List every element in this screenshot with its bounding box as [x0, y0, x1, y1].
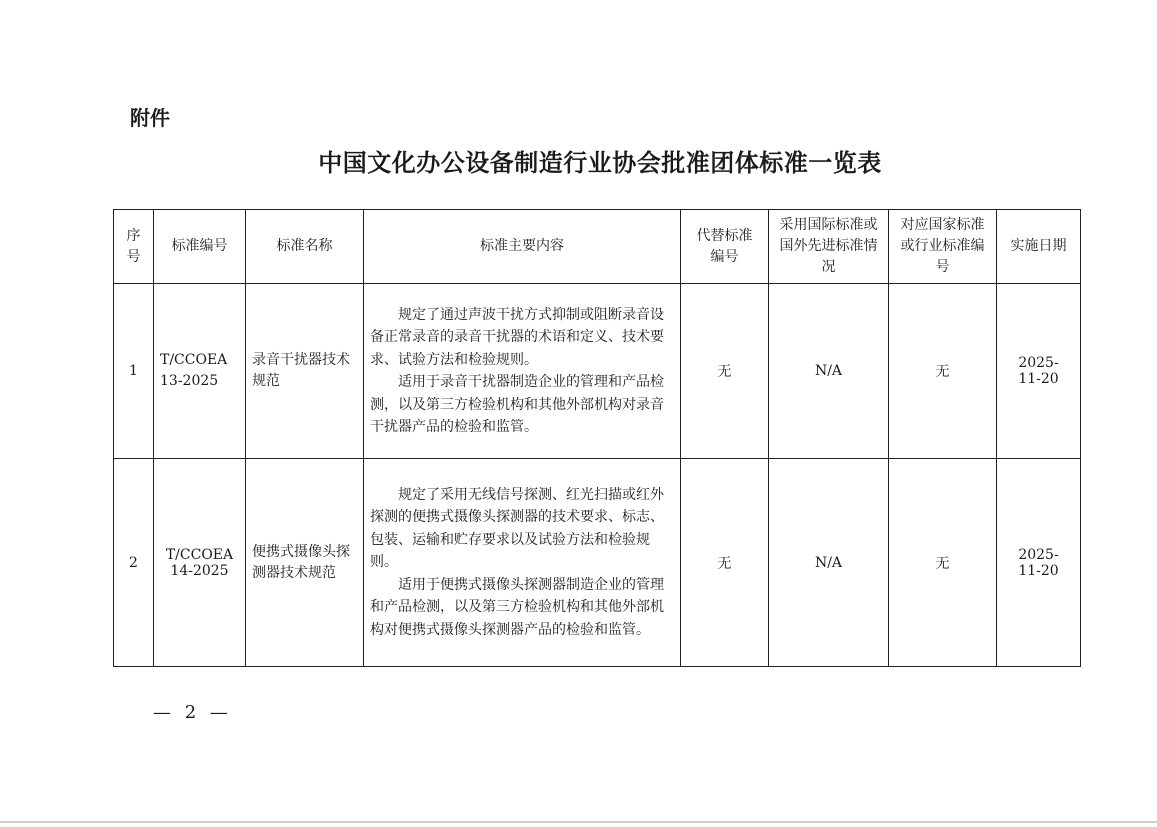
cell-date: 2025-11-20	[997, 284, 1081, 459]
cell-national: 无	[889, 284, 997, 459]
header-date: 实施日期	[997, 210, 1081, 284]
bottom-divider	[0, 821, 1157, 823]
header-replaced: 代替标准编号	[681, 210, 769, 284]
cell-name: 录音干扰器技术规范	[246, 284, 364, 459]
cell-international: N/A	[769, 284, 889, 459]
cell-code: T/CCOEA 14-2025	[154, 459, 246, 667]
cell-serial: 2	[114, 459, 154, 667]
header-code: 标准编号	[154, 210, 246, 284]
standards-table	[113, 209, 1081, 667]
cell-date: 2025-11-20	[997, 459, 1081, 667]
cell-serial: 1	[114, 284, 154, 459]
page-number: — 2 —	[153, 702, 232, 723]
cell-international: N/A	[769, 459, 889, 667]
content-application-paragraph: 适用于便携式摄像头探测器制造企业的管理和产品检测，以及第三方检验机构和其他外部机构对便携式摄像头探测器产品的检验和监管。	[370, 576, 664, 638]
content-scope-paragraph: 规定了采用无线信号探测、红光扫描或红外探测的便携式摄像头探测器的技术要求、标志、包装、运输和贮存要求以及试验方法和检验规则。	[370, 486, 664, 571]
page-title: 中国文化办公设备制造行业协会批准团体标准一览表	[318, 148, 882, 177]
attachment-label: 附件	[130, 106, 170, 130]
header-national: 对应国家标准或行业标准编号	[889, 210, 997, 284]
cell-replaced: 无	[681, 459, 769, 667]
header-international: 采用国际标准或国外先进标准情况	[769, 210, 889, 284]
cell-content	[364, 284, 681, 459]
cell-name: 便携式摄像头探测器技术规范	[246, 459, 364, 667]
content-application-paragraph: 适用于录音干扰器制造企业的管理和产品检测，以及第三方检验机构和其他外部机构对录音干扰器产品的检验和监管。	[370, 374, 664, 435]
content-scope-paragraph: 规定了通过声波干扰方式抑制或阻断录音设备正常录音的录音干扰器的术语和定义、技术要求、试验方法和检验规则。	[370, 306, 664, 368]
cell-replaced: 无	[681, 284, 769, 459]
cell-national: 无	[889, 459, 997, 667]
table-row	[114, 284, 1081, 459]
header-serial: 序号	[114, 210, 154, 284]
cell-code: T/CCOEA 13-2025	[154, 284, 246, 459]
table-row	[114, 459, 1081, 667]
cell-content	[364, 459, 681, 667]
table-header-row	[114, 210, 1081, 284]
header-name: 标准名称	[246, 210, 364, 284]
header-content: 标准主要内容	[364, 210, 681, 284]
